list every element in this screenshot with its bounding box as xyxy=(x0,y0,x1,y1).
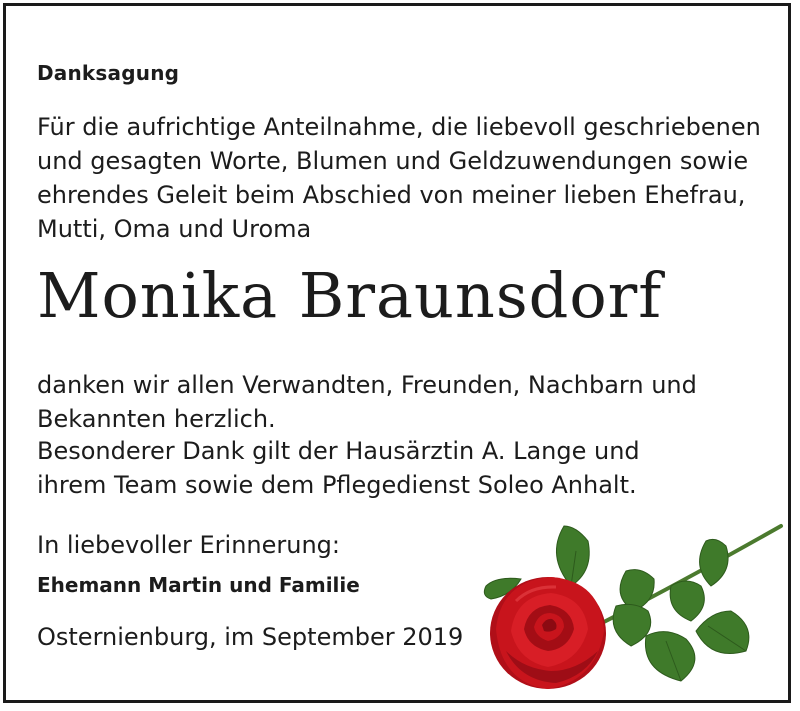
thanks-line: danken wir allen Verwandten, Freunden, Nachbarn und xyxy=(37,371,697,399)
intro-line: Mutti, Oma und Uroma xyxy=(37,215,312,243)
deceased-name: Monika Braunsdorf xyxy=(37,259,663,332)
obituary-notice xyxy=(3,3,791,703)
red-rose-icon xyxy=(476,511,791,701)
special-thanks-paragraph xyxy=(37,434,777,502)
intro-line: ehrendes Geleit beim Abschied von meiner lieben Ehefrau, xyxy=(37,181,746,209)
intro-paragraph xyxy=(37,110,777,246)
notice-heading: Danksagung xyxy=(37,61,180,85)
intro-line: und gesagten Worte, Blumen und Geldzuwendungen sowie xyxy=(37,147,749,175)
memory-label: In liebevoller Erinnerung: xyxy=(37,531,340,559)
thanks-line: Bekannten herzlich. xyxy=(37,405,276,433)
intro-line: Für die aufrichtige Anteilnahme, die liebevoll geschriebenen xyxy=(37,113,761,141)
place-date: Osternienburg, im September 2019 xyxy=(37,623,464,651)
thanks-paragraph xyxy=(37,368,777,436)
signer-name: Ehemann Martin und Familie xyxy=(37,573,360,597)
special-thanks-line: ihrem Team sowie dem Pflegedienst Soleo Anhalt. xyxy=(37,471,637,499)
special-thanks-line: Besonderer Dank gilt der Hausärztin A. Lange und xyxy=(37,437,640,465)
